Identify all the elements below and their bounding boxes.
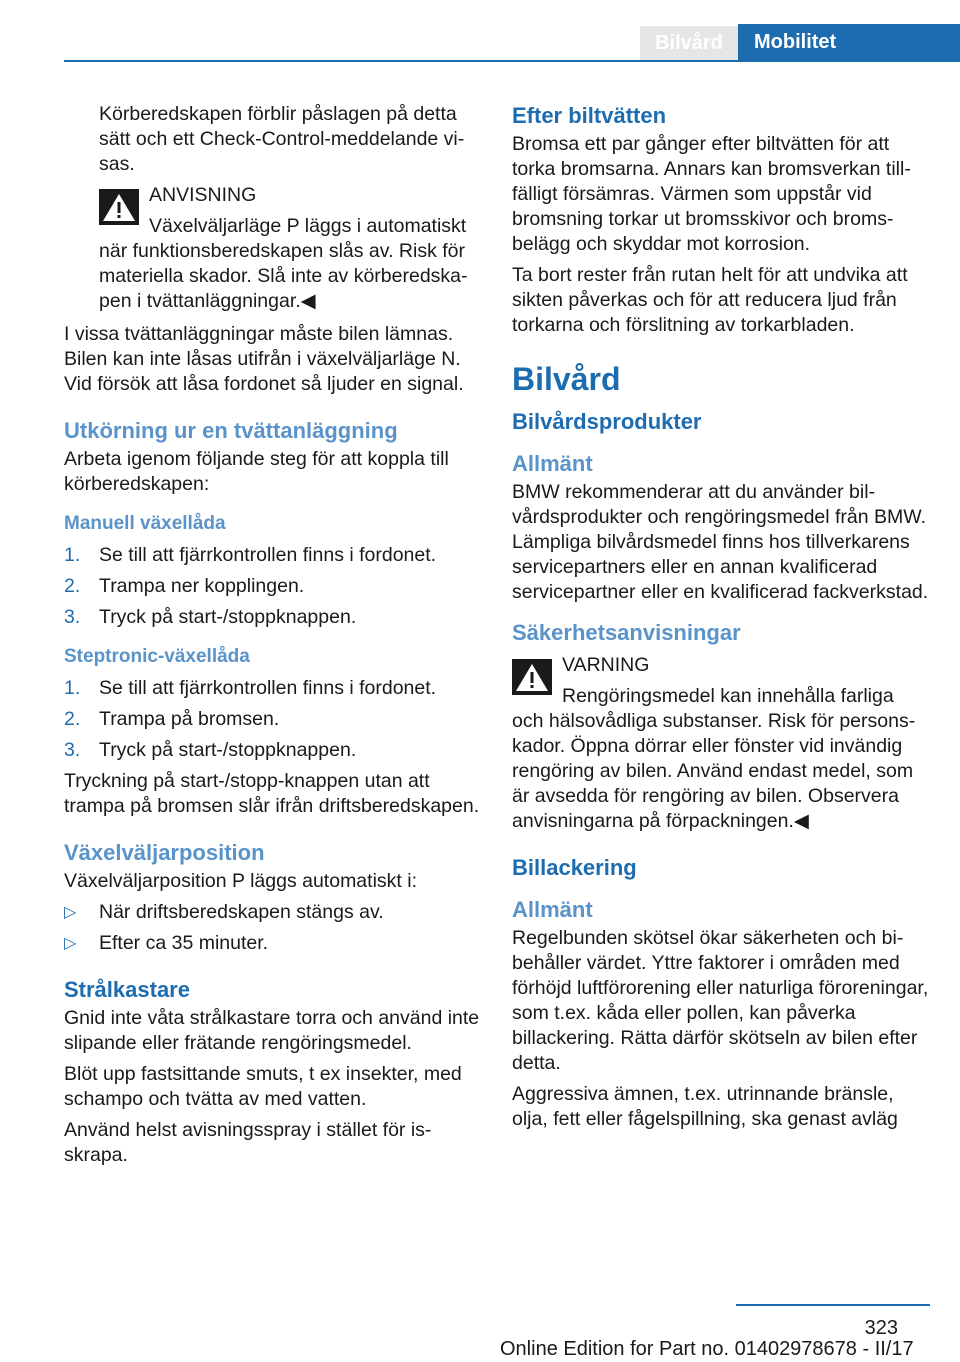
step-number: 3. [64,606,81,628]
step-text: Trampa ner kopplingen. [99,575,305,597]
step-text: Tryck på start-/stoppknappen. [99,739,357,761]
header-divider [64,60,960,62]
section-tab-mobilitet[interactable]: Mobilitet [738,24,960,61]
paragraph: Blöt upp fastsittande smuts, t ex insekter, med schampo och tvätta av med vatten. [64,1063,462,1110]
step-number: 1. [64,544,81,566]
paragraph: Växelväljarposition P läggs automatiskt i: [64,870,417,892]
list-item [64,574,482,599]
paragraph: Aggressiva ämnen, t.ex. utrinnande bränsle, olja, fett eller fågelspillning, ska genast avläg [512,1083,898,1130]
warning-box [512,653,930,834]
list-item-text: Efter ca 35 minuter. [99,932,269,954]
steptronic-steps-list [64,676,482,763]
warning-text: och hälsovådliga substanser. Risk för personskador. Öppna dörrar eller fönster vid invändig rengöring av bilen. Använd endast medel, som är avsedda för rengöring av bilen. Observera anvisningarna på förpackningen.◀ [512,710,916,832]
page-number: 323 [864,1317,898,1339]
subheading-general: Allmänt [512,451,593,476]
step-text: Tryck på start-/stoppknappen. [99,606,357,628]
paragraph: Tryckning på start-/stopp-knappen utan att trampa på bromsen slår ifrån driftsberedskapen. [64,770,480,817]
heading-care-products: Bilvårdsprodukter [512,409,702,434]
subheading-general: Allmänt [512,897,593,922]
step-text: Se till att fjärrkontrollen finns i fordonet. [99,544,437,566]
paragraph: BMW rekommenderar att du använder bilvårdsprodukter och rengöringsmedel från BMW. Lämpliga bilvårdsmedel finns hos tillverkarens servicepartners eller en annan kvalificerad servicepartner eller en kvalificerad fackverkstad. [512,481,929,603]
paragraph: I vissa tvättanläggningar måste bilen lämnas. Bilen kan inte låsas utifrån i växelväljarläge N. Vid försök att låsa fordonet så ljuder en signal. [64,323,464,395]
notice-text-first-line: Växelväljarläge P läggs i automatiskt [149,215,467,237]
page-header [0,0,960,62]
list-item [64,900,482,925]
selector-list [64,900,482,956]
list-item [64,605,482,630]
paragraph: Använd helst avisningsspray i stället för isskrapa. [64,1119,432,1166]
step-number: 2. [64,708,81,730]
triangle-bullet-icon: ▷ [64,904,77,921]
right-column [512,102,930,1138]
list-item [64,931,482,956]
warning-text-first-line: Rengöringsmedel kan innehålla farliga [562,685,894,707]
notice-box [64,183,482,314]
step-number: 3. [64,739,81,761]
triangle-bullet-icon: ▷ [64,935,77,952]
step-text: Se till att fjärrkontrollen finns i fordonet. [99,677,437,699]
subheading-manual-gearbox: Manuell växellåda [64,513,226,534]
step-text: Trampa på bromsen. [99,708,280,730]
notice-title: ANVISNING [149,184,257,206]
list-item [64,676,482,701]
paragraph: Bromsa ett par gånger efter biltvätten för att torka bromsarna. Annars kan bromsverkan tillfälligt försämras. Värmen som uppstår vid bromsning torkar ut bromsskivor och bromsbelägg och skyddar mot korrosion. [512,133,911,255]
warning-triangle-icon [512,659,552,695]
list-item [64,543,482,568]
paragraph: Ta bort rester från rutan helt för att undvika att sikten påverkas och för att reducera ljud från torkarna och förslitning av torkarbladen. [512,264,908,336]
manual-steps-list [64,543,482,630]
paragraph: Arbeta igenom följande steg för att koppla till körberedskapen: [64,448,449,495]
step-number: 1. [64,677,81,699]
heading-after-car-wash: Efter biltvätten [512,103,667,128]
heading-exit-car-wash: Utkörning ur en tvättanläggning [64,418,398,443]
heading-headlights: Strålkastare [64,977,190,1002]
footer-divider [736,1304,930,1306]
edition-line: Online Edition for Part no. 01402978678 - II/17 [500,1338,914,1360]
paragraph: Regelbunden skötsel ökar säkerheten och bibehåller värdet. Yttre faktorer i områden med förhöjd luftförorening eller naturliga föroreningar, som t.ex. kåda eller pollen, kan påverka billackering. Rätta därför skötseln av bilen efter detta. [512,927,929,1074]
list-item [64,707,482,732]
list-item-text: När driftsberedskapen stängs av. [99,901,384,923]
step-number: 2. [64,575,81,597]
paragraph: Körberedskapen förblir påslagen på detta sätt och ett Check-Control-meddelande visas. [99,103,465,175]
list-item [64,738,482,763]
subheading-steptronic: Steptronic-växellåda [64,646,250,667]
subheading-safety: Säkerhetsanvisningar [512,620,741,645]
paragraph: Gnid inte våta strålkastare torra och använd inte slipande eller frätande rengöringsmedel. [64,1007,480,1054]
left-column [64,102,482,1174]
notice-text: när funktionsberedskapen slås av. Risk för materiella skador. Slå inte av körberedskapen i tvättanläggningar.◀ [99,240,468,312]
heading-selector-position: Växelväljarposition [64,840,265,865]
warning-triangle-icon [99,189,139,225]
section-tab-bilvard[interactable]: Bilvård [640,26,738,60]
warning-title: VARNING [562,654,650,676]
chapter-title-bilvard: Bilvård [512,361,621,397]
heading-paintwork: Billackering [512,855,637,880]
